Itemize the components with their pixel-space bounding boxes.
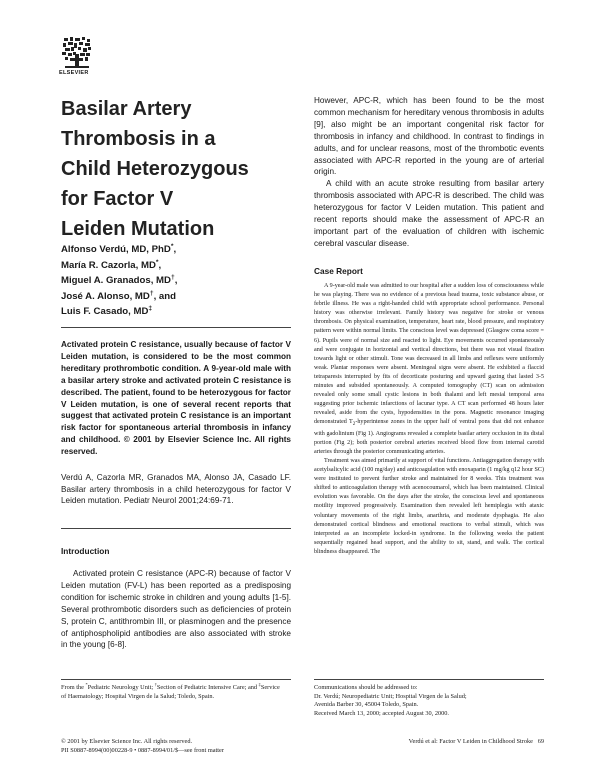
author-list bbox=[61, 242, 291, 320]
title-line: Thrombosis in a bbox=[61, 128, 216, 150]
paragraph: However, APC-R, which has been found to be the most common mechanism for hereditary venous thrombosis in adults [9], also might be an important congenital risk factor for thrombosis in infancy and childhood. In contrast to findings in adults, and for unclear reasons, most of the thrombotic events associated with APC-R reported in the young are of arterial origin. bbox=[314, 96, 544, 177]
elsevier-logo-text: ELSEVIER bbox=[59, 70, 89, 76]
paragraph: Treatment was aimed primarily at support of vital functions. Antiaggregation therapy with acetylsalicylic acid (100 mg/day) and anticoagulation with enoxaparin (1 mg/kg q12 hour SC) were instituted to prevent further stroke and maintained for 8 weeks. This treatment was shifted to anticoagulation therapy with acenocoumarol, which has been maintained. Clinical evolution was favorable. On the days after the stroke, the conscious level and spontaneous motility improved progressively. Examination then revealed left hemiplegia with ataxic voluntary movements of the right limbs, anarthria, and moderate dysphagia. He also demonstrated cortical blindness and emotional reactions to verbal stimuli, which was interpreted as an incomplete locked-in syndrome. In the following weeks the patient sequentially regained head support, and the ability to sit, stand, and walk. The cortical blindness disappeared. The bbox=[314, 458, 544, 555]
correspondence-line: Dr. Verdú; Neuropediatric Unit; Hospital Virgen de la Salud; bbox=[314, 692, 467, 700]
section-heading-introduction: Introduction bbox=[61, 546, 110, 556]
copyright-line: © 2001 by Elsevier Science Inc. All rights reserved. bbox=[61, 738, 193, 745]
right-column-text bbox=[314, 95, 544, 250]
author: Miguel A. Granados, MD†, bbox=[61, 273, 178, 286]
correspondence bbox=[314, 684, 544, 718]
title-line: Leiden Mutation bbox=[61, 218, 215, 240]
correspondence-line: Communications should be addressed to: bbox=[314, 684, 418, 691]
divider bbox=[61, 679, 291, 680]
author: Alfonso Verdú, MD, PhD*, bbox=[61, 242, 177, 255]
affiliation-footnote: From the *Pediatric Neurology Unit; †Section of Pediatric Intensive Care; and ‡Service of Haematology; Hospital Virgen de la Salud; Toledo, Spain. bbox=[61, 681, 280, 700]
elsevier-tree-logo bbox=[61, 36, 93, 70]
pii-line: PII S0887-8994(00)00228-9 • 0887-8994/01/$—see front matter bbox=[61, 747, 224, 754]
correspondence-line: Avenida Barber 30, 45004 Toledo, Spain. bbox=[314, 701, 419, 709]
article-title bbox=[61, 94, 281, 244]
divider bbox=[314, 679, 544, 680]
divider bbox=[61, 327, 291, 328]
paragraph: Activated protein C resistance (APC-R) because of factor V Leiden mutation (FV-L) has been reported as a predisposing condition for ischemic stroke in children and young adults [1-5]. Several prothrombotic disorders such as deficiencies of protein S, protein C, antithrombin III, or plasminogen and the presence of antiphospholipid antibodies are also associated with stroke in the young [6-8]. bbox=[61, 569, 291, 650]
author: María R. Cazorla, MD*, bbox=[61, 258, 162, 271]
abstract: Activated protein C resistance, usually because of factor V Leiden mutation, is considered to be the most common hereditary prothrombotic condition. A 9-year-old male with a basilar artery stroke and activated protein C resistance is described. The patient, found to be heterozygous for factor V Leiden mutation, is one of several recent reports that suggest that activated protein C resistance is an important risk factor for spontaneous arterial thrombosis in infancy and childhood. © 2001 by Elsevier Science Inc. All rights reserved. bbox=[61, 340, 291, 457]
paragraph: A 9-year-old male was admitted to our hospital after a sudden loss of consciousness while he was playing. There was no evidence of a previous head trauma, toxic substance abuse, or febrile illness. He was a right-handed child with appropriate school performance. Personal history was otherwise irrelevant. Family history was negative for stroke or venous thrombosis. On physical examination, temperature, heart rate, blood pressure, and respiratory pattern were within normal limits. The conscious level was depressed (Glasgow coma score = 6). Pupils were of normal size and reacted to light. Eye movements occurred spontaneously and were conjugate in horizontal and vertical directions, but there was not visual fixation towards light or other stimuli. Tone was decreased in all limbs and reflexes were uniformly weak. Plantar responses were absent. Meningeal signs were absent. He exhibited a flaccid tetraparesis interrupted by fits of decorticate posturing and upward gazing that lasted 3-5 minutes and subsided spontaneously. A computed tomography (CT) scan on admission revealed only some small cystic lesions in both thalami and left mesial temporal area suggesting prior ischemic infarctions of lacunar type. A CT scan performed 48 hours later revealed, aside from the cysts, hypodensities in the pons. Magnetic resonance imaging demonstrated $T_2$-hyperintense zones in the upper half of ventral pons that did not enhance with gadolinium (Fig 1). Angiograms revealed a complete basilar artery occlusion in its distal portion (Fig 2); both posterior cerebral arteries received blood flow from internal carotid arteries through the posterior communicating arteries. bbox=[314, 283, 545, 455]
author: Luis F. Casado, MD‡ bbox=[61, 304, 153, 317]
title-line: Basilar Artery bbox=[61, 98, 192, 120]
citation: Verdú A, Cazorla MR, Granados MA, Alonso JA, Casado LF. Basilar artery thrombosis in a child heterozygous for factor V Leiden mutation. Pediatr Neurol 2001;24:69-71. bbox=[61, 473, 291, 506]
title-line: for Factor V bbox=[61, 188, 174, 210]
page-number: 69 bbox=[537, 738, 544, 745]
divider bbox=[61, 528, 291, 529]
running-footer: Verdú et al: Factor V Leiden in Childhood Stroke 69 bbox=[408, 738, 544, 745]
title-line: Child Heterozygous bbox=[61, 158, 249, 180]
paragraph: A child with an acute stroke resulting from basilar artery thrombosis associated with APC-R is described. The child was heterozygous for factor V Leiden mutation. This patient and recent reports should make the assessment of APC-R an important part of the evaluation of children with ischemic cerebral vascular disease. bbox=[314, 179, 544, 248]
introduction-text bbox=[61, 568, 291, 651]
author: José A. Alonso, MD†, and bbox=[61, 289, 176, 302]
section-heading-case-report: Case Report bbox=[314, 266, 363, 276]
case-report-text bbox=[314, 282, 544, 557]
correspondence-line: Received March 13, 2000; accepted August 30, 2000. bbox=[314, 709, 449, 717]
